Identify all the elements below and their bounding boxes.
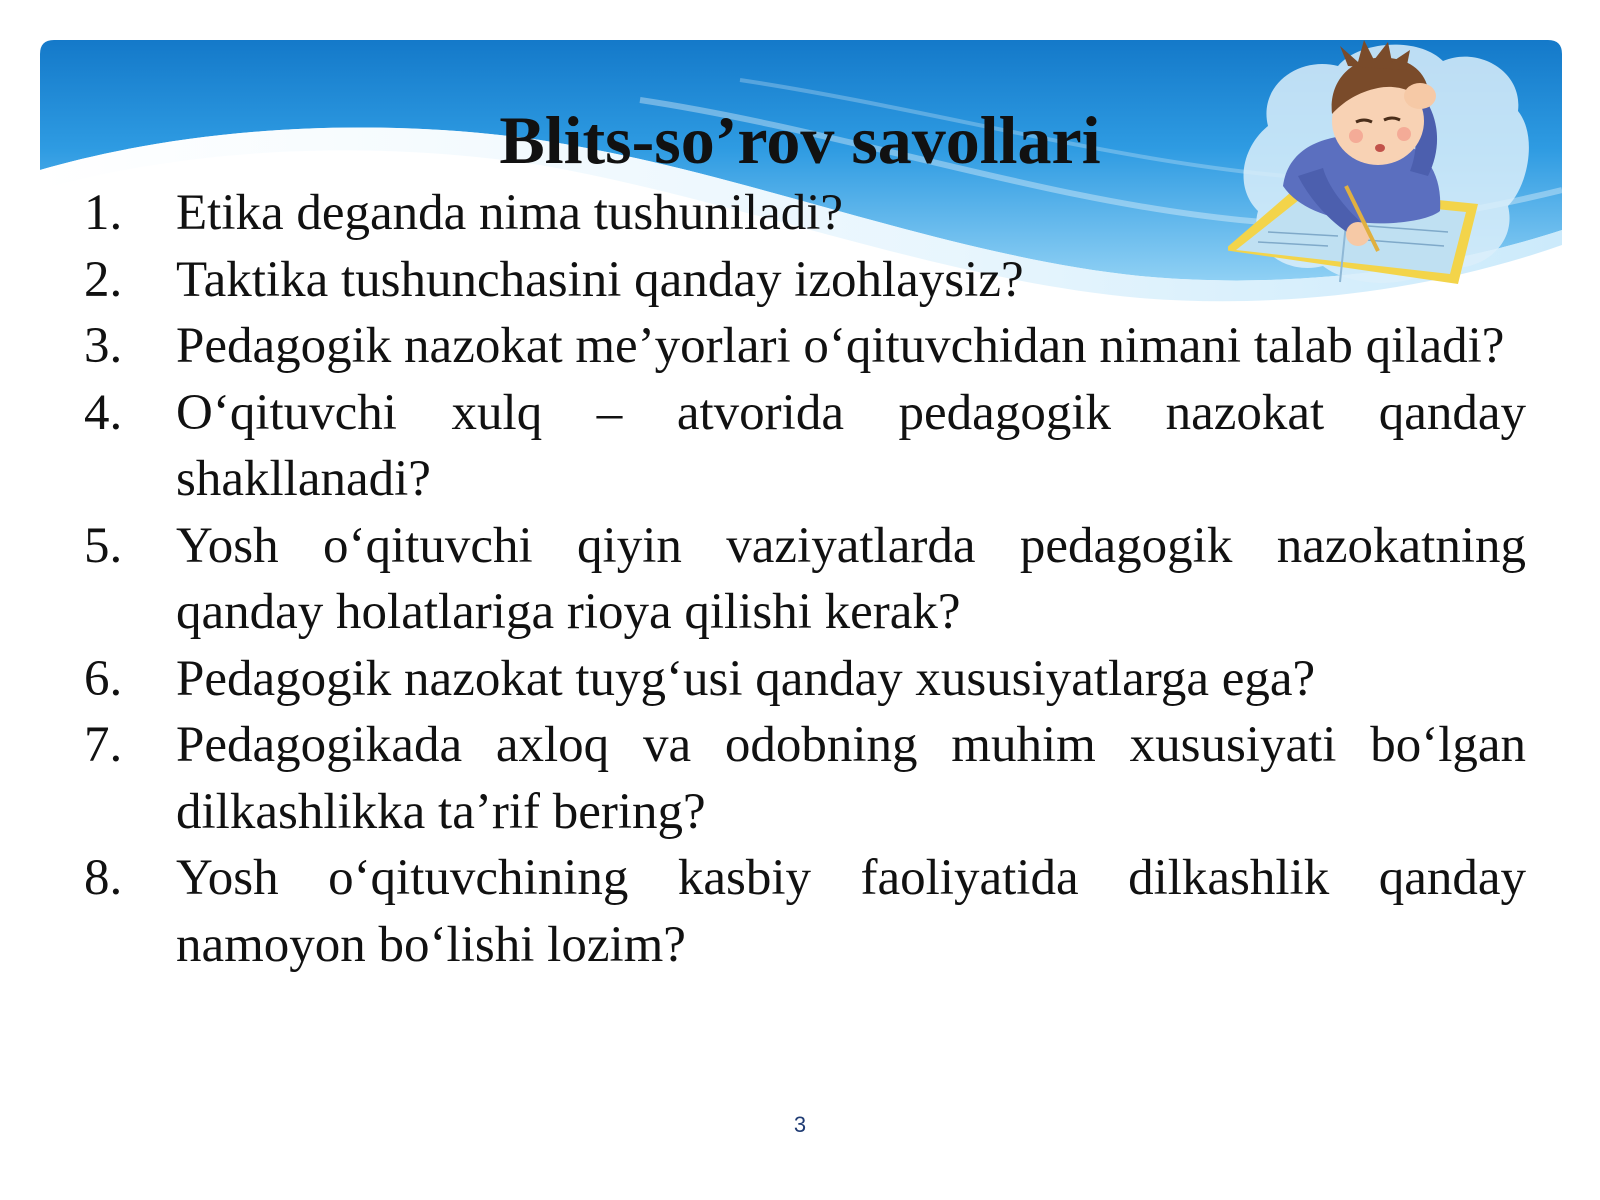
question-text: Pedagogik nazokat tuyg‘usi qanday xususiyatlarga ega? (176, 650, 1316, 707)
list-item (84, 845, 1526, 978)
question-text: Yosh o‘qituvchi qiyin vaziyatlarda pedagogik nazokatning qanday holatlariga rioya qilishi kerak? (176, 517, 1526, 640)
list-item (84, 313, 1526, 380)
question-text: Taktika tushunchasini qanday izohlaysiz? (176, 251, 1024, 308)
question-text: O‘qituvchi xulq – atvorida pedagogik nazokat qanday shakllanadi? (176, 384, 1526, 507)
list-item (84, 180, 1526, 247)
question-list (84, 180, 1526, 978)
list-item (84, 380, 1526, 513)
slide-title: Blits-so’rov savollari (499, 102, 1101, 178)
question-text: Pedagogik nazokat me’yorlari o‘qituvchidan nimani talab qiladi? (176, 318, 1505, 374)
question-number: 1. (84, 185, 123, 241)
list-item (84, 712, 1526, 845)
question-text: Etika deganda nima tushuniladi? (176, 185, 844, 241)
list-item (84, 247, 1526, 314)
list-item (84, 646, 1526, 713)
question-text: Yosh o‘qituvchining kasbiy faoliyatida dilkashlik qanday namoyon bo‘lishi lozim? (176, 850, 1526, 973)
question-number: 2. (84, 251, 123, 308)
question-number: 8. (84, 850, 123, 906)
question-text: Pedagogikada axloq va odobning muhim xususiyati bo‘lgan dilkashlikka ta’rif bering? (176, 717, 1526, 840)
question-number: 6. (84, 650, 123, 707)
question-number: 7. (84, 717, 123, 773)
question-number: 4. (84, 384, 123, 441)
question-number: 5. (84, 517, 123, 574)
question-number: 3. (84, 318, 123, 374)
list-item (84, 513, 1526, 646)
page-number: 3 (793, 1112, 807, 1137)
